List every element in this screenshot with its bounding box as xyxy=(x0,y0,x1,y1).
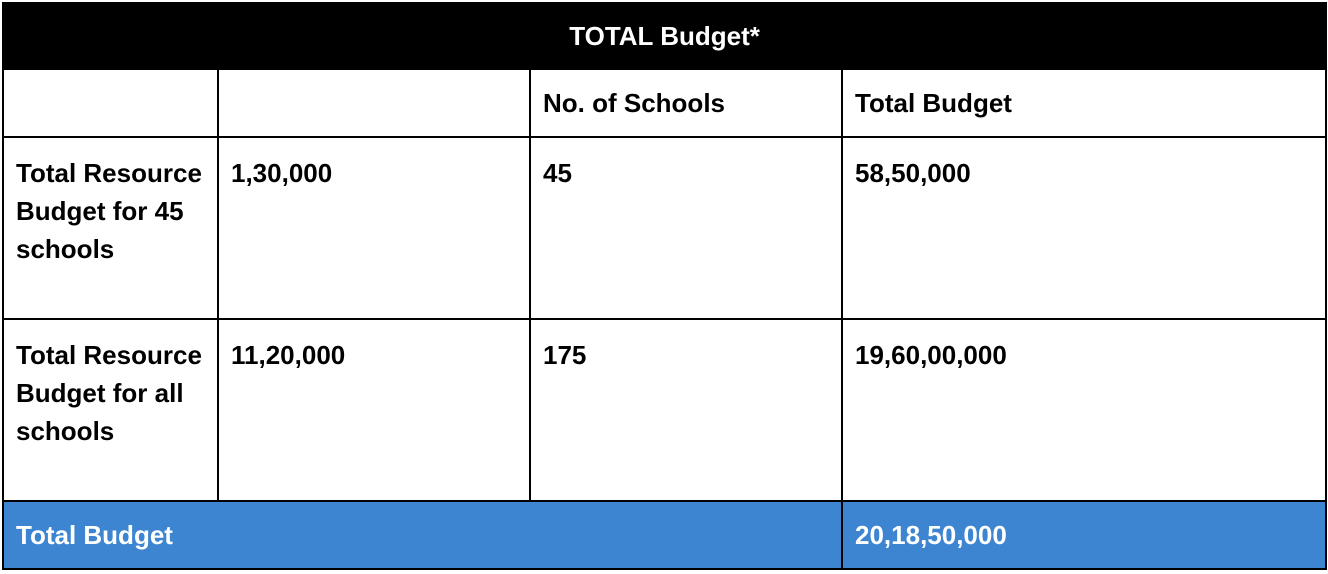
row-label: Total Resource Budget for 45 schools xyxy=(3,137,218,319)
table-title: TOTAL Budget* xyxy=(3,3,1326,69)
budget-table xyxy=(2,2,1327,570)
row-amount: 1,30,000 xyxy=(218,137,530,319)
row-total: 19,60,00,000 xyxy=(842,319,1326,501)
total-value: 20,18,50,000 xyxy=(842,501,1326,569)
total-row xyxy=(3,501,1326,569)
title-row xyxy=(3,3,1326,69)
table-row xyxy=(3,319,1326,501)
header-cell-schools: No. of Schools xyxy=(530,69,842,137)
row-schools: 45 xyxy=(530,137,842,319)
header-cell-empty-1 xyxy=(3,69,218,137)
row-label: Total Resource Budget for all schools xyxy=(3,319,218,501)
row-amount: 11,20,000 xyxy=(218,319,530,501)
row-total: 58,50,000 xyxy=(842,137,1326,319)
header-cell-total-budget: Total Budget xyxy=(842,69,1326,137)
total-label: Total Budget xyxy=(3,501,842,569)
row-schools: 175 xyxy=(530,319,842,501)
header-cell-empty-2 xyxy=(218,69,530,137)
table-row xyxy=(3,137,1326,319)
header-row xyxy=(3,69,1326,137)
